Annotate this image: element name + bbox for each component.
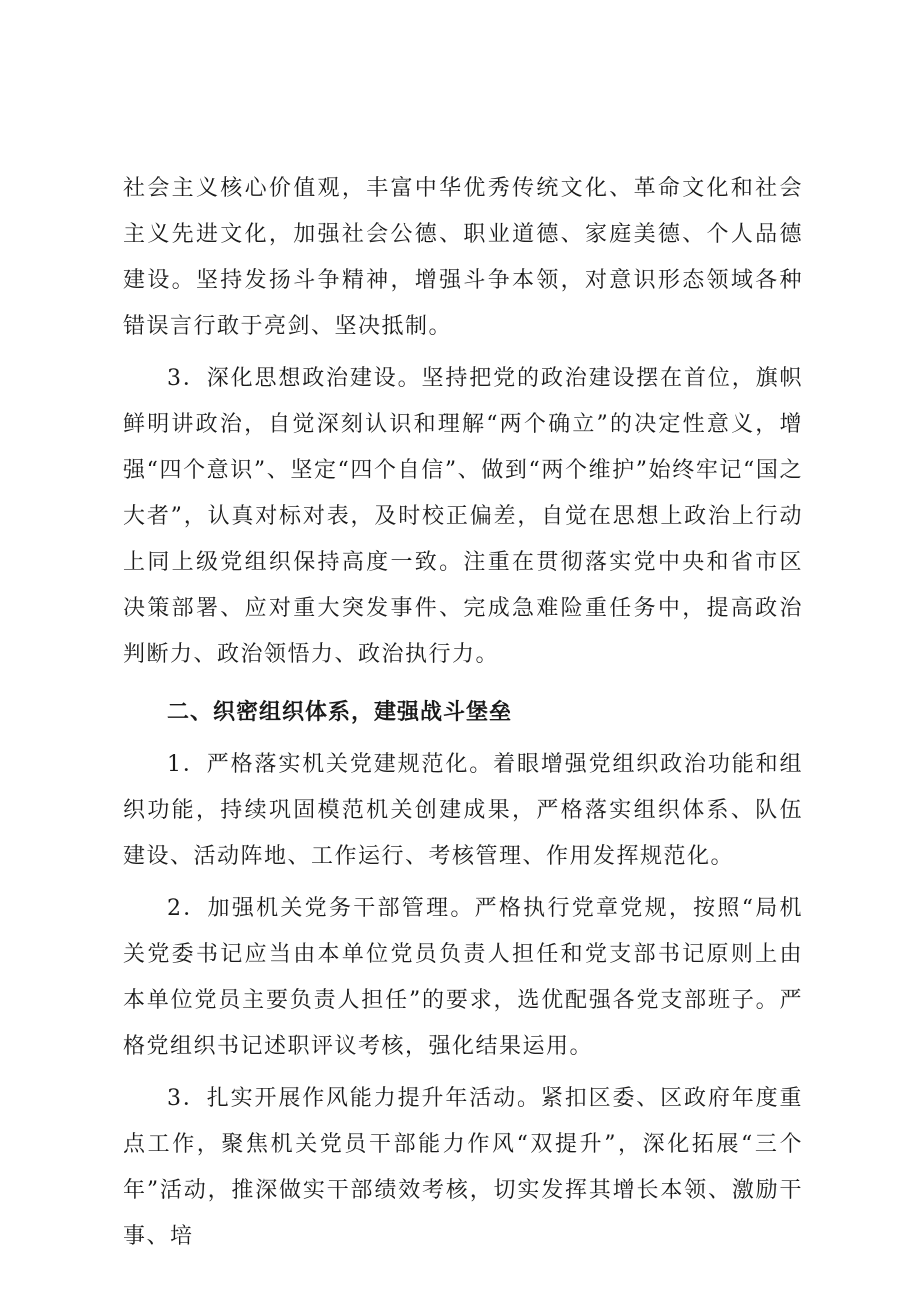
paragraph-item-3-political: 3．深化思想政治建设。坚持把党的政治建设摆在首位，旗帜鲜明讲政治，自觉深刻认识和理解“两个确立”的决定性意义，增强“四个意识”、坚定“四个自信”、做到“两个维护”始终牢记“国之大者”，认真对标对表，及时校正偏差，自觉在思想上政治上行动上同上级党组织保持高度一致。注重在贯彻落实党中央和省市区决策部署、应对重大突发事件、完成急难险重任务中，提高政治判断力、政治领悟力、政治执行力。 — [123, 366, 803, 667]
document-body — [123, 166, 803, 1260]
paragraph-item-3: 3．扎实开展作风能力提升年活动。紧扣区委、区政府年度重点工作，聚焦机关党员干部能力作风“双提升”，深化拓展“三个年”活动，推深做实干部绩效考核，切实发挥其增长本领、激励干事、培 — [123, 1086, 803, 1249]
section-heading: 二、织密组织体系，建强战斗堡垒 — [167, 700, 513, 725]
paragraph-item-2: 2．加强机关党务干部管理。严格执行党章党规，按照“局机关党委书记应当由本单位党员负责人担任和党支部书记原则上由本单位党员主要负责人担任”的要求，选优配强各党支部班子。严格党组织书记述职评议考核，强化结果运用。 — [123, 896, 803, 1059]
paragraph-item-1: 1．严格落实机关党建规范化。着眼增强党组织政治功能和组织功能，持续巩固模范机关创建成果，严格落实组织体系、队伍建设、活动阵地、工作运行、考核管理、作用发挥规范化。 — [123, 752, 803, 869]
paragraph-continuation: 社会主义核心价值观，丰富中华优秀传统文化、革命文化和社会主义先进文化，加强社会公德、职业道德、家庭美德、个人品德建设。坚持发扬斗争精神，增强斗争本领，对意识形态领域各种错误言行敢于亮剑、坚决抵制。 — [123, 176, 803, 339]
